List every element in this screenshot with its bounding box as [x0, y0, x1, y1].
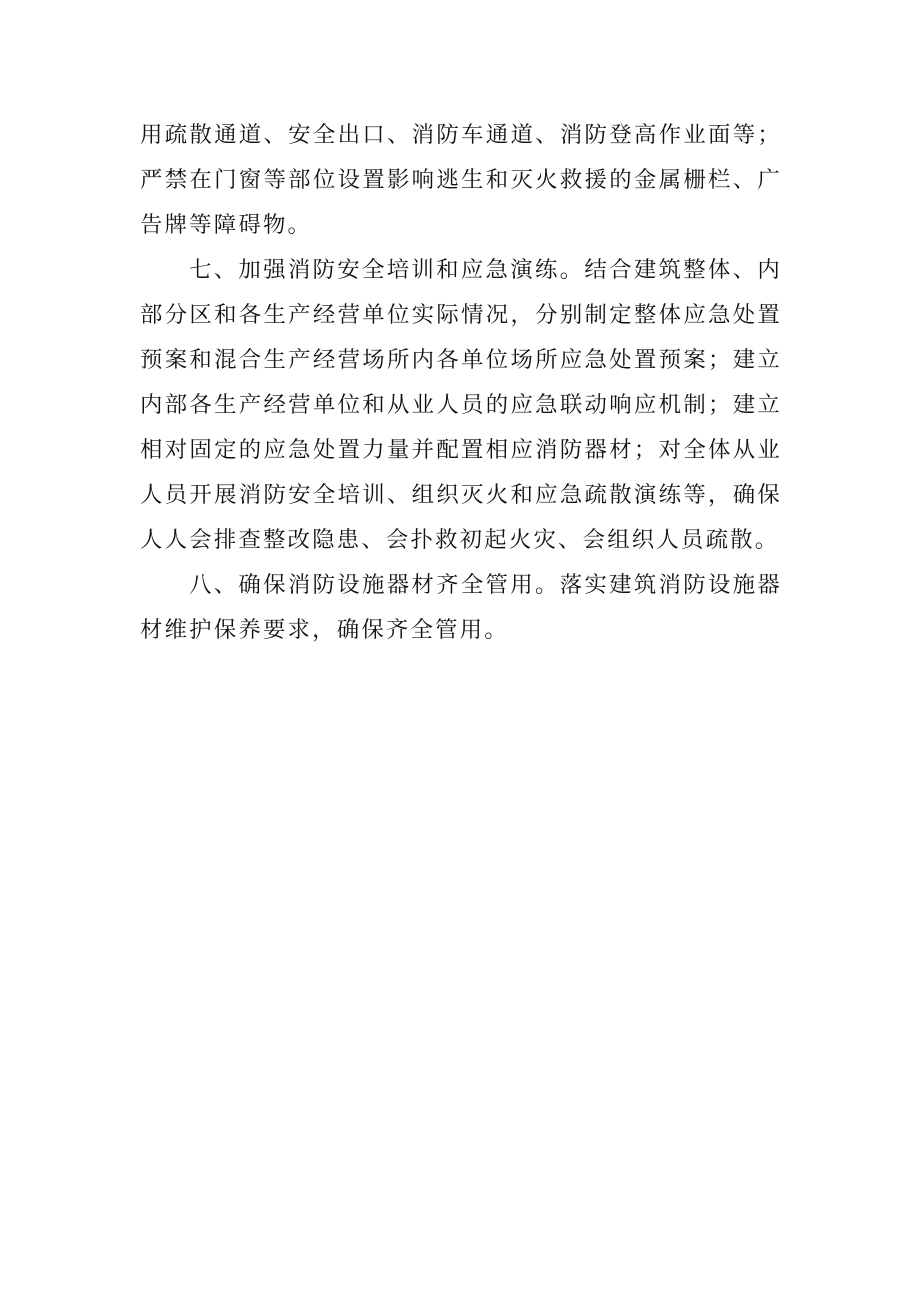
paragraph-section-seven: 七、加强消防安全培训和应急演练。结合建筑整体、内部分区和各生产经营单位实际情况，分别制定整体应急处置预案和混合生产经营场所内各单位场所应急处置预案；建立内部各生产经营单位和从业人员的应急联动响应机制；建立相对固定的应急处置力量并配置相应消防器材；对全体从业人员开展消防安全培训、组织灭火和应急疏散演练等，确保人人会排查整改隐患、会扑救初起火灾、会组织人员疏散。 — [140, 257, 782, 553]
paragraph-section-eight: 八、确保消防设施器材齐全管用。落实建筑消防设施器材维护保养要求，确保齐全管用。 — [140, 572, 782, 643]
document-body — [140, 113, 782, 653]
paragraph-continuation: 用疏散通道、安全出口、消防车通道、消防登高作业面等；严禁在门窗等部位设置影响逃生和灭火救援的金属栅栏、广告牌等障碍物。 — [140, 122, 782, 238]
